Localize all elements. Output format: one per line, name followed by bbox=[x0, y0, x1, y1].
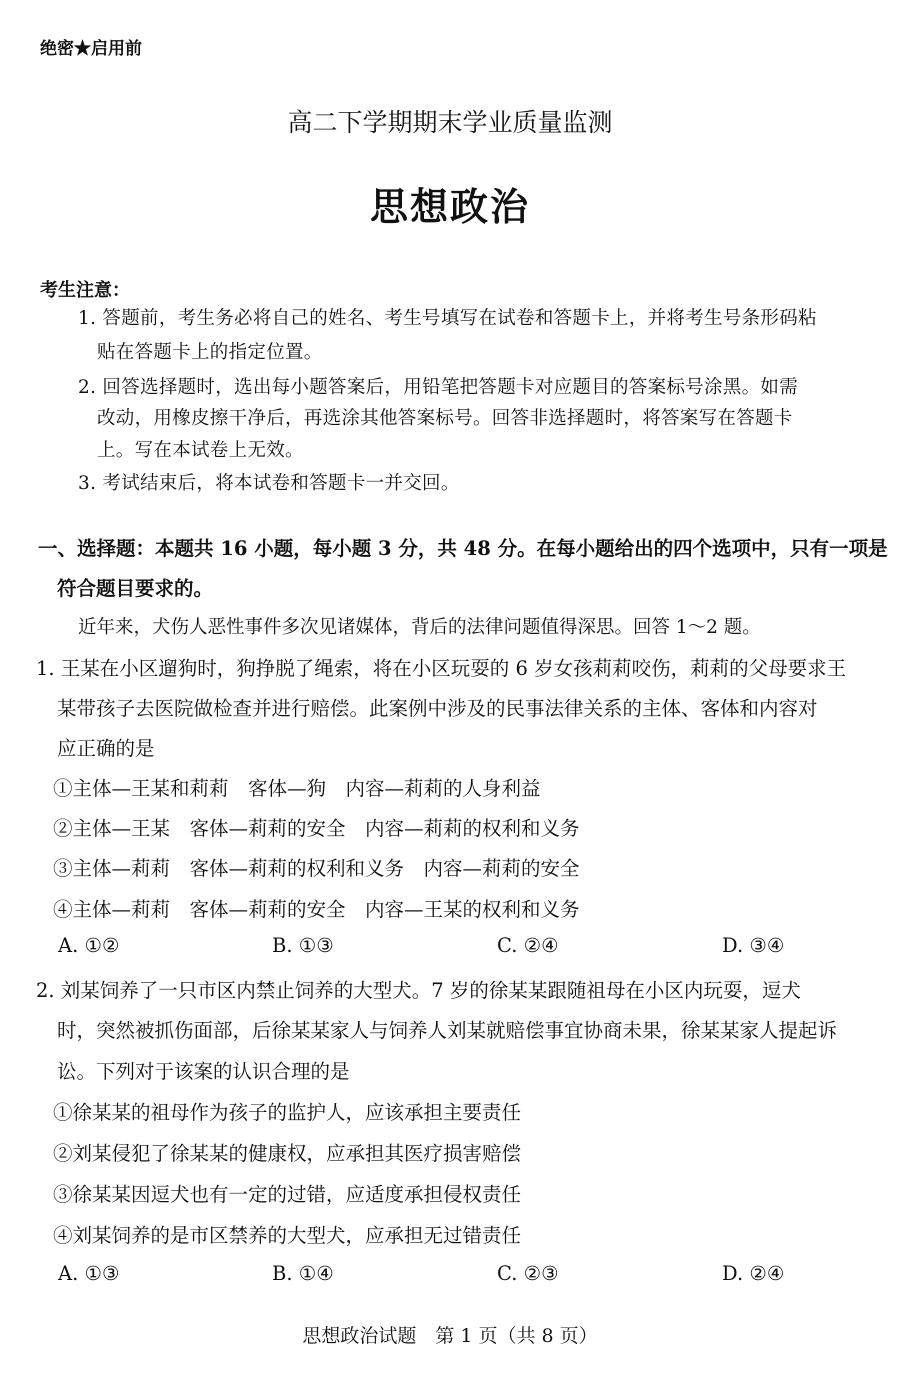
option-d[interactable]: D. ②④ bbox=[722, 1262, 785, 1285]
notice-heading: 考生注意： bbox=[40, 280, 130, 301]
statement-item: ①徐某某的祖母作为孩子的监护人，应该承担主要责任 bbox=[53, 1101, 522, 1124]
exam-subtitle: 高二下学期期末学业质量监测 bbox=[287, 108, 613, 137]
option-c[interactable]: C. ②④ bbox=[497, 934, 559, 957]
notice-line: 1. 答题前，考生务必将自己的姓名、考生号填写在试卷和答题卡上，并将考生号条形码粘 bbox=[78, 308, 817, 329]
option-d[interactable]: D. ③④ bbox=[722, 934, 785, 957]
confidential-label: 绝密★启用前 bbox=[40, 39, 142, 59]
exam-title: 思想政治 bbox=[369, 184, 530, 229]
statement-item: ④主体—莉莉 客体—莉莉的安全 内容—王某的权利和义务 bbox=[53, 898, 580, 921]
statement-item: ①主体—王某和莉莉 客体—狗 内容—莉莉的人身利益 bbox=[53, 777, 541, 800]
statement-item: ④刘某饲养的是市区禁养的大型犬，应承担无过错责任 bbox=[53, 1224, 522, 1247]
question-stem: 1. 王某在小区遛狗时，狗挣脱了绳索，将在小区玩耍的 6 岁女孩莉莉咬伤，莉莉的父母要求王 bbox=[36, 657, 847, 680]
statement-item: ②主体—王某 客体—莉莉的安全 内容—莉莉的权利和义务 bbox=[53, 817, 580, 840]
section-intro: 近年来，犬伤人恶性事件多次见诸媒体，背后的法律问题值得深思。回答 1～2 题。 bbox=[78, 617, 761, 638]
question-stem: 某带孩子去医院做检查并进行赔偿。此案例中涉及的民事法律关系的主体、客体和内容对 bbox=[57, 697, 818, 720]
page-footer: 思想政治试题 第 1 页（共 8 页） bbox=[302, 1325, 598, 1347]
notice-line: 上。写在本试卷上无效。 bbox=[97, 440, 304, 461]
statement-item: ③徐某某因逗犬也有一定的过错，应适度承担侵权责任 bbox=[53, 1183, 522, 1206]
option-c[interactable]: C. ②③ bbox=[497, 1262, 559, 1285]
option-b[interactable]: B. ①④ bbox=[272, 1262, 334, 1285]
question-stem: 时，突然被抓伤面部，后徐某某家人与饲养人刘某就赔偿事宜协商未果，徐某某家人提起诉 bbox=[57, 1019, 838, 1042]
option-a[interactable]: A. ①② bbox=[58, 934, 120, 957]
question-stem: 2. 刘某饲养了一只市区内禁止饲养的大型犬。7 岁的徐某某跟随祖母在小区内玩耍，逗犬 bbox=[36, 979, 801, 1002]
section-heading: 一、选择题：本题共 16 小题，每小题 3 分，共 48 分。在每小题给出的四个选项中，只有一项是 bbox=[38, 537, 888, 560]
section-heading-cont: 符合题目要求的。 bbox=[57, 577, 214, 600]
statement-item: ③主体—莉莉 客体—莉莉的权利和义务 内容—莉莉的安全 bbox=[53, 857, 580, 880]
question-stem: 应正确的是 bbox=[57, 737, 155, 760]
option-b[interactable]: B. ①③ bbox=[272, 934, 334, 957]
statement-item: ②刘某侵犯了徐某某的健康权，应承担其医疗损害赔偿 bbox=[53, 1142, 522, 1165]
notice-line: 3. 考试结束后，将本试卷和答题卡一并交回。 bbox=[78, 473, 460, 494]
notice-line: 改动，用橡皮擦干净后，再选涂其他答案标号。回答非选择题时，将答案写在答题卡 bbox=[97, 408, 793, 429]
option-a[interactable]: A. ①③ bbox=[58, 1262, 120, 1285]
notice-line: 2. 回答选择题时，选出每小题答案后，用铅笔把答题卡对应题目的答案标号涂黑。如需 bbox=[78, 377, 799, 398]
notice-line: 贴在答题卡上的指定位置。 bbox=[97, 342, 323, 363]
question-stem: 讼。下列对于该案的认识合理的是 bbox=[57, 1060, 350, 1083]
